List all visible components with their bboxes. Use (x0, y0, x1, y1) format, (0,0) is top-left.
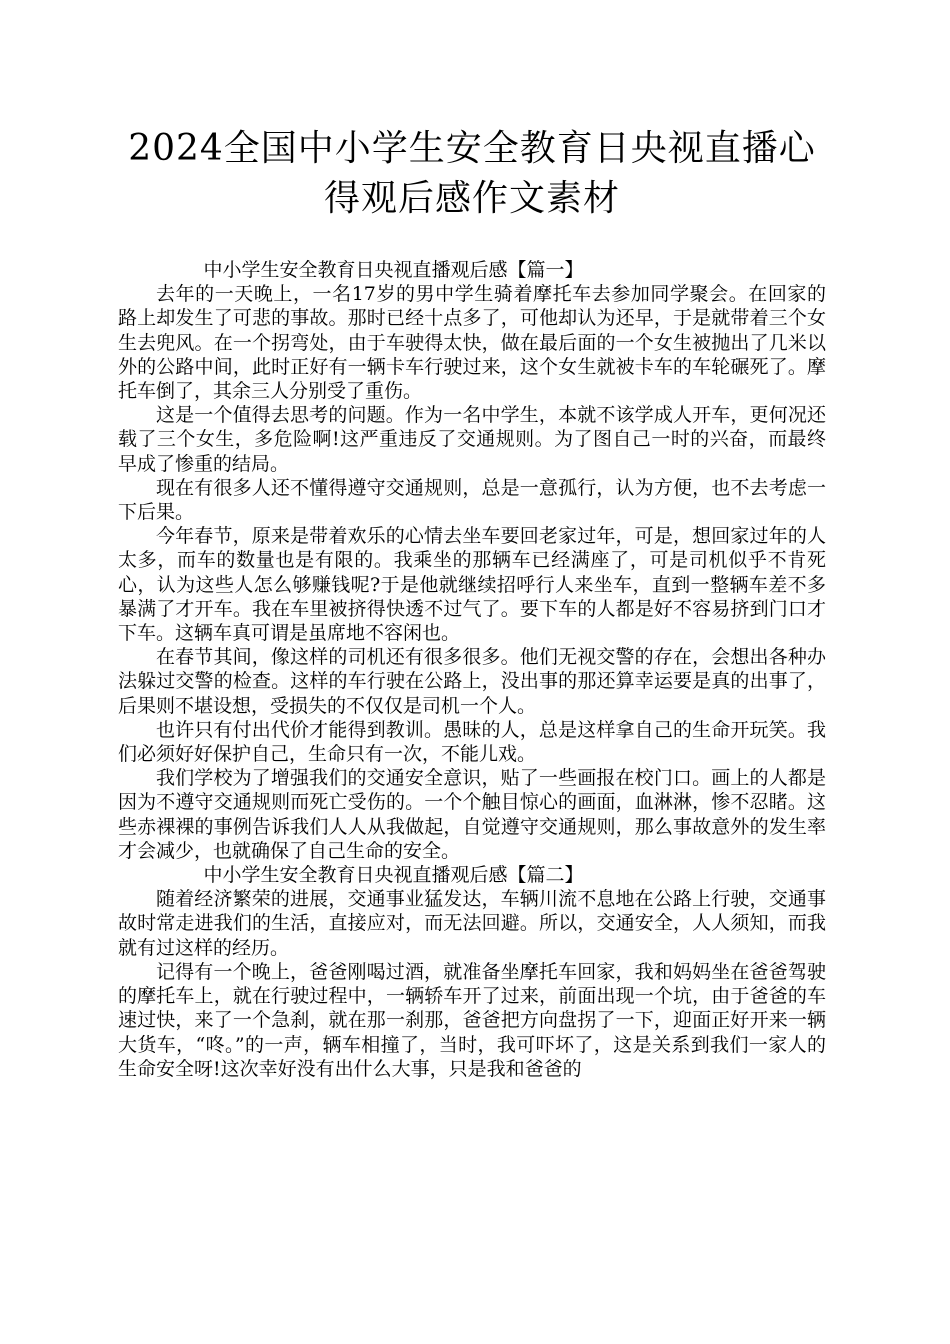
paragraph: 在春节其间，像这样的司机还有很多很多。他们无视交警的存在，会想出各种办法躲过交警的检查。这样的车行驶在公路上，没出事的那还算幸运要是真的出事了，后果则不堪设想，受损失的不仅仅是司机一个人。 (118, 646, 826, 717)
title-line-2: 得观后感作文素材 (323, 178, 620, 219)
paragraph: 随着经济繁荣的进展，交通事业猛发达，车辆川流不息地在公路上行驶，交通事故时常走进我们的生活，直接应对，而无法回避。所以，交通安全，人人须知，而我就有过这样的经历。 (118, 888, 826, 959)
paragraph: 也许只有付出代价才能得到教训。愚昧的人，总是这样拿自己的生命开玩笑。我们必须好好保护自己，生命只有一次，不能儿戏。 (118, 718, 826, 766)
paragraph: 记得有一个晚上，爸爸刚喝过酒，就准备坐摩托车回家，我和妈妈坐在爸爸驾驶的摩托车上，就在行驶过程中，一辆轿车开了过来，前面出现一个坑，由于爸爸的车速过快，来了一个急刹，就在那一刹那，爸爸把方向盘拐了一下，迎面正好开来一辆大货车，“咚。”的一声，辆车相撞了，当时，我可吓坏了，这是关系到我们一家人的生命安全呀!这次幸好没有出什么大事，只是我和爸爸的 (118, 960, 826, 1080)
section-heading-2: 中小学生安全教育日央视直播观后感【篇二】 (203, 864, 584, 887)
paragraph: 今年春节，原来是带着欢乐的心情去坐车要回老家过年，可是，想回家过年的人太多，而车的数量也是有限的。我乘坐的那辆车已经满座了，可是司机似乎不肯死心，认为这些人怎么够赚钱呢?于是他就继续招呼行人来坐车，直到一整辆车差不多暴满了才开车。我在车里被挤得快透不过气了。要下车的人都是好不容易挤到门口才下车。这辆车真可谓是虽席地不容闲也。 (118, 525, 826, 645)
document-body (118, 258, 826, 1081)
title-line-1: 2024全国中小学生安全教育日央视直播心 (128, 128, 816, 169)
document-title (118, 124, 826, 224)
document-page (118, 124, 826, 1081)
paragraph: 去年的一天晚上，一名17岁的男中学生骑着摩托车去参加同学聚会。在回家的路上却发生了可悲的事故。那时已经十点多了，可他却认为还早，于是就带着三个女生去兜风。在一个拐弯处，由于车驶得太快，做在最后面的一个女生被抛出了几米以外的公路中间，此时正好有一辆卡车行驶过来，这个女生就被卡车的车轮碾死了。摩托车倒了，其余三人分别受了重伤。 (118, 283, 826, 403)
paragraph: 现在有很多人还不懂得遵守交通规则，总是一意孤行，认为方便，也不去考虑一下后果。 (118, 476, 826, 524)
paragraph: 我们学校为了增强我们的交通安全意识，贴了一些画报在校门口。画上的人都是因为不遵守交通规则而死亡受伤的。一个个触目惊心的画面，血淋淋，惨不忍睹。这些赤裸裸的事例告诉我们人人从我做起，自觉遵守交通规则，那么事故意外的发生率才会减少，也就确保了自己生命的安全。 (118, 767, 826, 862)
section-heading-1: 中小学生安全教育日央视直播观后感【篇一】 (203, 259, 584, 281)
paragraph: 这是一个值得去思考的问题。作为一名中学生，本就不该学成人开车，更何况还载了三个女生，多危险啊!这严重违反了交通规则。为了图自己一时的兴奋，而最终早成了惨重的结局。 (118, 404, 826, 475)
